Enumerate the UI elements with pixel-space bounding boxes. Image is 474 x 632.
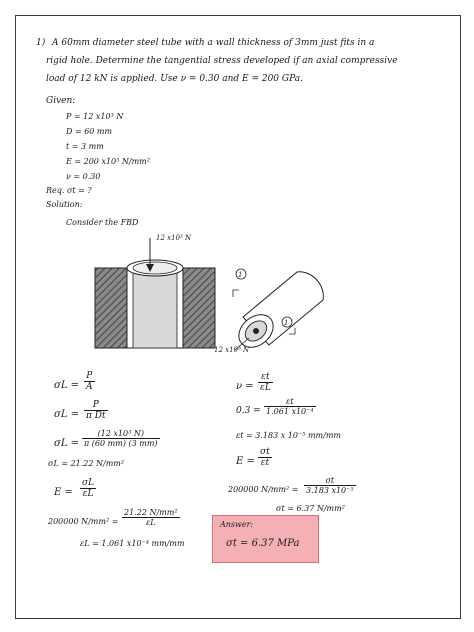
- answer-value: σt = 6.37 MPa: [226, 538, 300, 549]
- problem-line-3: load of 12 kN is applied. Use ν = 0.30 and E = 200 GPa.: [46, 74, 303, 84]
- eq-stress-solve-frac: [304, 476, 356, 495]
- eq-strain-longitudinal-result: εL = 1.061 x10⁻⁴ mm/mm: [80, 539, 185, 548]
- eq-modulus-tangential-lhs: E =: [236, 456, 255, 467]
- section-marker-bottom: 1: [284, 319, 289, 327]
- eq-poisson-values-frac: [264, 397, 316, 416]
- given-item-load: P = 12 x10³ N: [66, 112, 124, 121]
- section-marker-top: 1: [238, 271, 243, 279]
- numerator: σt: [260, 447, 270, 457]
- numerator: (12 x10³ N): [97, 429, 144, 438]
- numerator: 21.22 N/mm²: [124, 508, 178, 517]
- fbd-caption: Consider the FBD: [66, 218, 139, 227]
- denominator: A: [86, 382, 93, 392]
- numerator: εt: [286, 397, 294, 406]
- denominator: 1.061 x10⁻⁴: [266, 407, 314, 416]
- given-item-poisson: ν = 0.30: [66, 172, 101, 181]
- denominator: π Dt: [86, 411, 106, 421]
- numerator: σL: [82, 478, 95, 488]
- eq-stress-solve-lhs: 200000 N/mm² =: [228, 485, 299, 494]
- eq-strain-solve-lhs: 200000 N/mm² =: [48, 517, 119, 526]
- eq-modulus-tangential-frac: [258, 447, 272, 468]
- denominator: εL: [82, 489, 94, 499]
- numerator: σt: [325, 476, 335, 485]
- denominator: εL: [260, 383, 271, 393]
- eq-poisson-frac: [258, 372, 273, 393]
- eq-tangential-stress-result: σt = 6.37 N/mm²: [276, 504, 345, 513]
- given-item-modulus: E = 200 x10³ N/mm²: [66, 157, 150, 166]
- eq-sigmaL-pdt-lhs: σL =: [54, 409, 80, 420]
- denominator: π (60 mm) (3 mm): [84, 439, 158, 448]
- numerator: P: [92, 400, 99, 410]
- given-item-diameter: D = 60 mm: [66, 127, 113, 136]
- eq-sigmaL-result: σL = 21.22 N/mm²: [48, 459, 125, 468]
- eq-sigmaL-values-lhs: σL =: [54, 438, 80, 449]
- numerator: εt: [261, 372, 270, 382]
- eq-sigmaL-pdt-frac: [84, 400, 108, 421]
- eq-sigmaL-def-lhs: σL =: [54, 380, 80, 391]
- answer-label: Answer:: [220, 520, 254, 529]
- problem-line-2: rigid hole. Determine the tangential stress developed if an axial compressive: [46, 56, 398, 66]
- eq-sigmaL-def-frac: [84, 371, 95, 392]
- eq-strain-solve-frac: [122, 508, 180, 527]
- figure-left-load-label: 12 x10³ N: [156, 234, 192, 242]
- eq-sigmaL-values-frac: [82, 429, 160, 448]
- eq-modulus-frac: [80, 478, 96, 499]
- solution-label: Solution:: [46, 200, 83, 209]
- denominator: εL: [145, 518, 156, 527]
- eq-strain-tangential-result: εt = 3.183 x 10⁻⁵ mm/mm: [236, 431, 341, 440]
- problem-number: 1): [36, 38, 46, 48]
- problem-line-1: A 60mm diameter steel tube with a wall thickness of 3mm just fits in a: [52, 38, 375, 48]
- eq-poisson-lhs: ν =: [236, 381, 254, 392]
- eq-modulus-lhs: E =: [54, 487, 73, 498]
- given-label: Given:: [46, 96, 76, 106]
- numerator: P: [86, 371, 93, 381]
- required-line: Req. σt = ?: [46, 186, 92, 195]
- tube-in-hole-figure: [95, 228, 215, 348]
- given-item-thickness: t = 3 mm: [66, 142, 104, 151]
- eq-poisson-values-lhs: 0.3 =: [236, 406, 261, 416]
- figure-right-load-label: 12 x10³ N: [214, 346, 250, 354]
- denominator: 3.183 x10⁻⁵: [306, 486, 354, 495]
- denominator: εt: [260, 458, 270, 468]
